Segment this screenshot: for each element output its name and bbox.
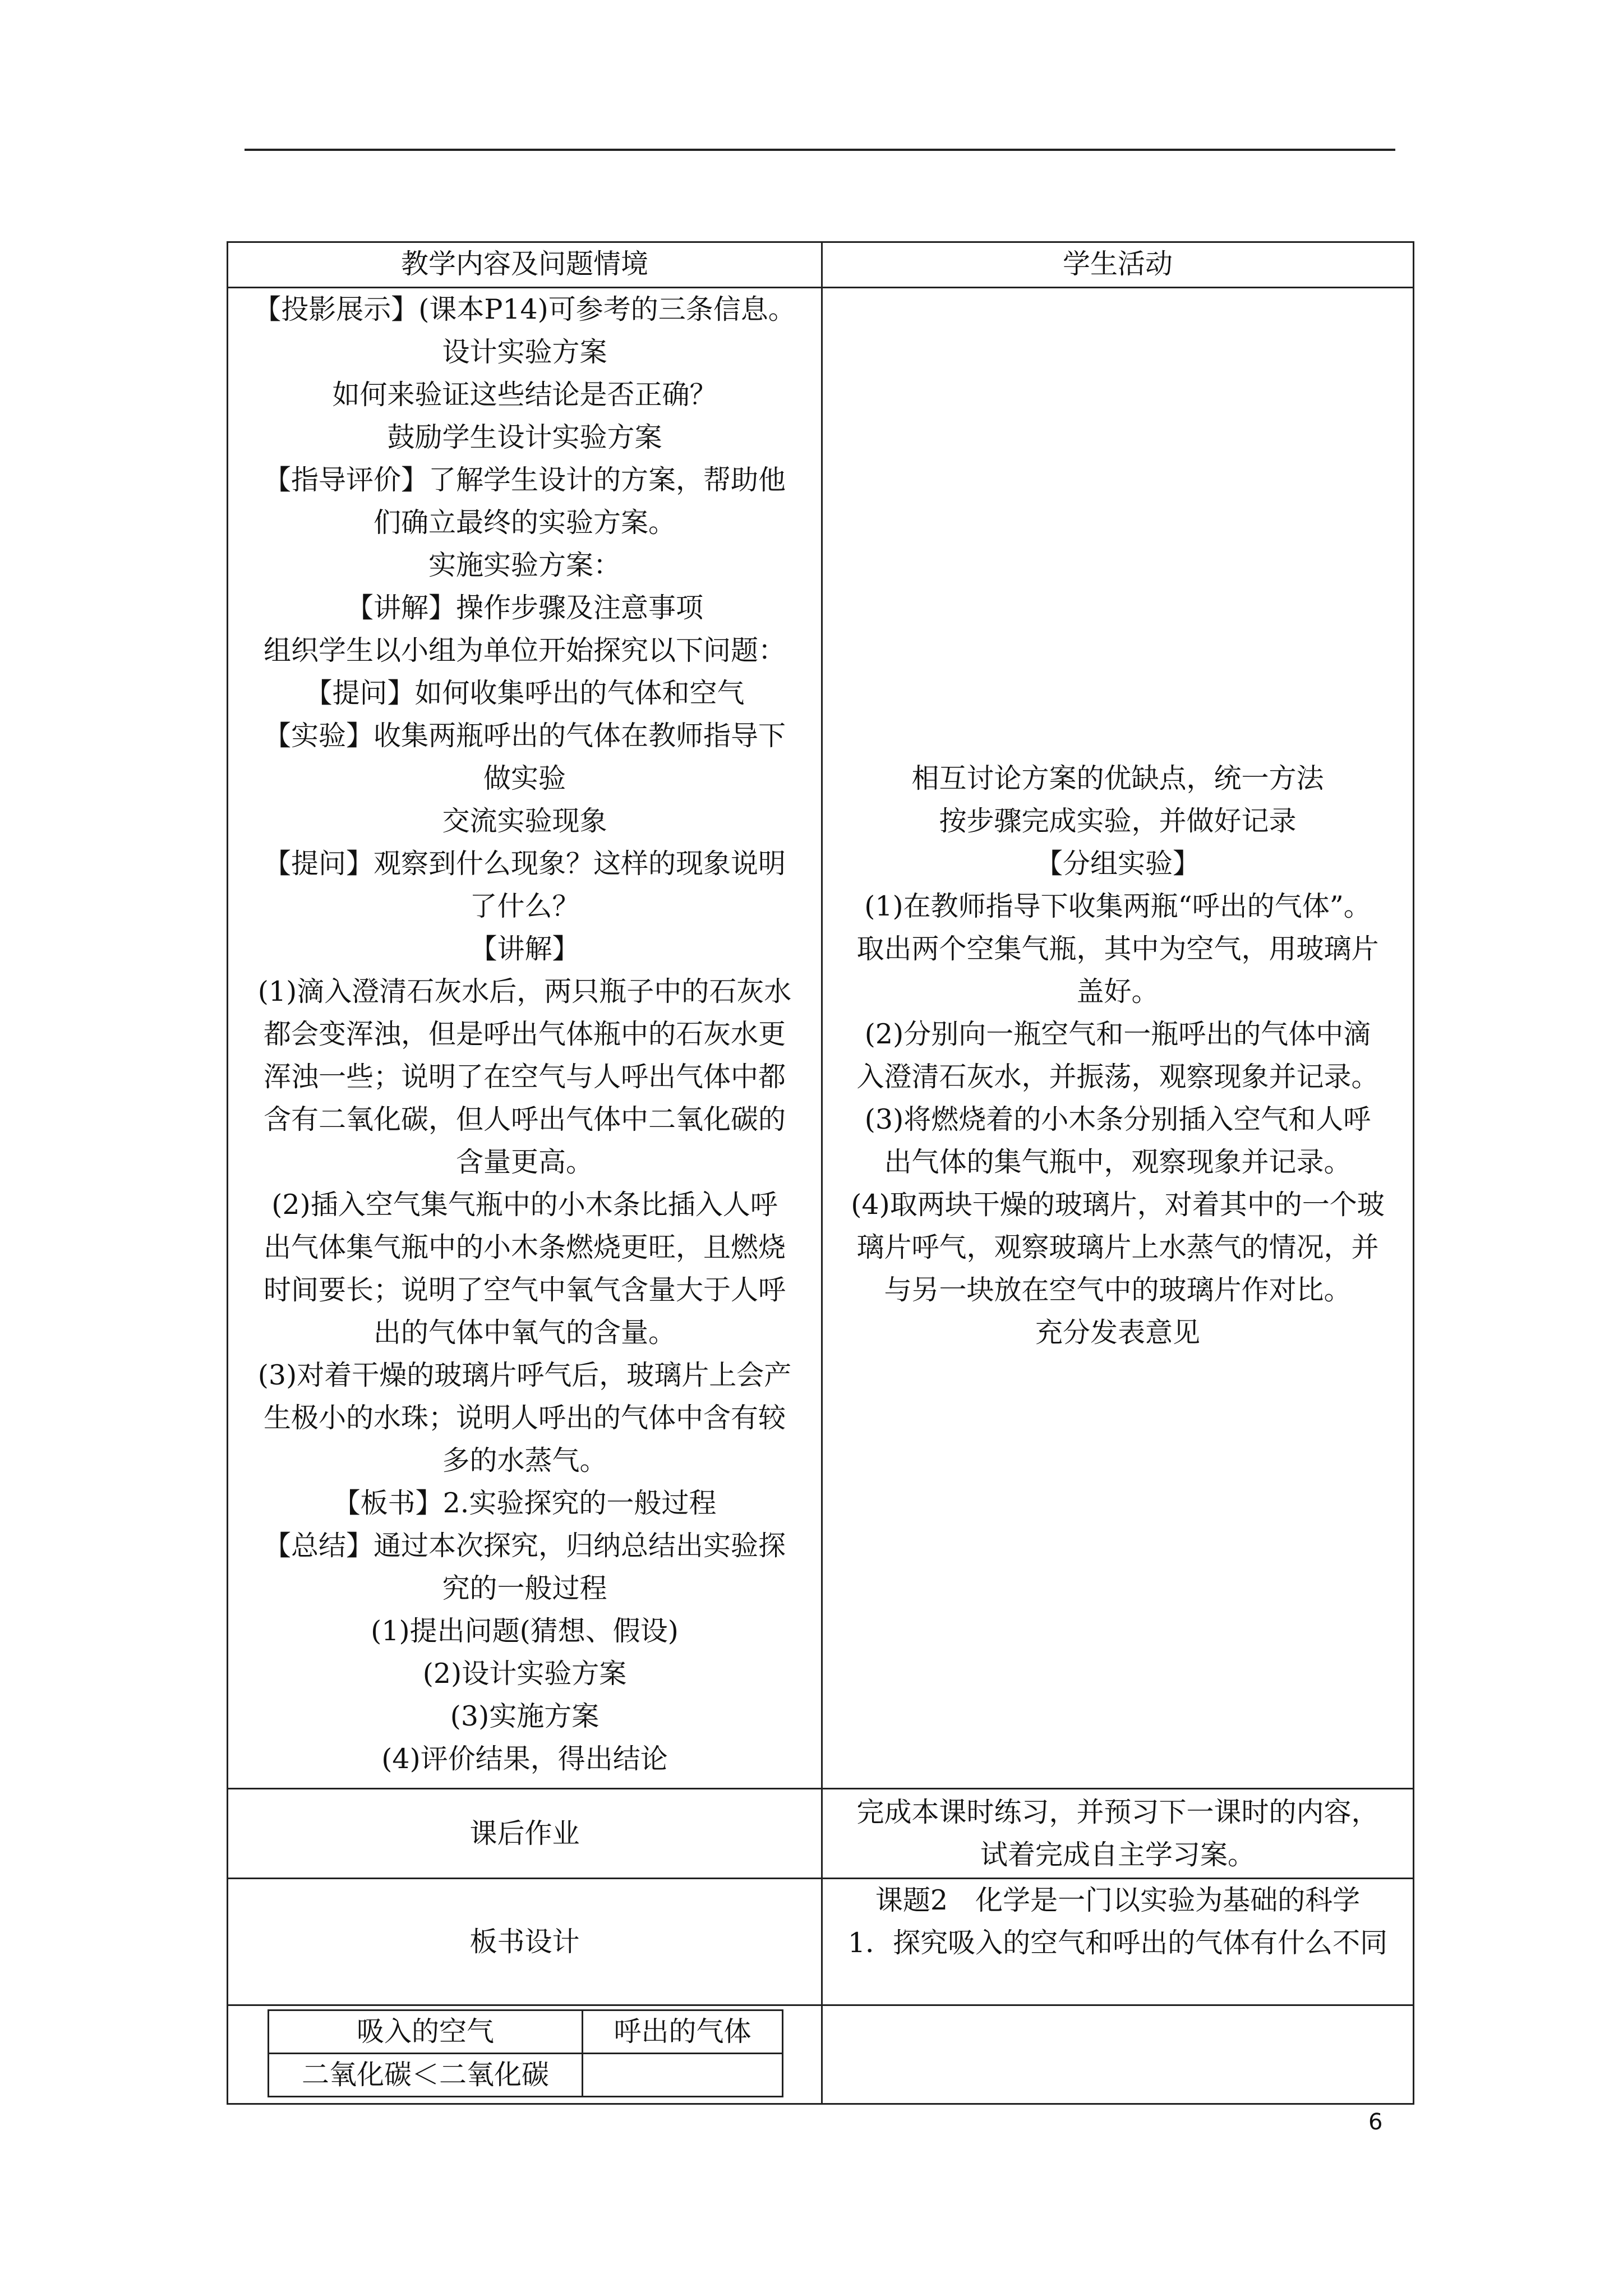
teacher-line: 究的一般过程 — [442, 1572, 607, 1604]
teacher-line: 都会变浑浊，但是呼出气体瓶中的石灰水更 — [263, 1018, 786, 1050]
teacher-line: (3)对着干燥的玻璃片呼气后，玻璃片上会产 — [257, 1359, 792, 1391]
homework-row — [228, 1789, 1414, 1879]
comparison-cell — [228, 2005, 822, 2104]
board-design-content — [822, 1879, 1414, 2005]
teacher-line: 们确立最终的实验方案。 — [373, 507, 676, 539]
header-rule — [245, 149, 1395, 151]
teacher-line: 【讲解】操作步骤及注意事项 — [345, 592, 703, 624]
teacher-line: 含量更高。 — [455, 1146, 593, 1178]
homework-label: 课后作业 — [228, 1789, 822, 1879]
teacher-line: 【投影展示】(课本P14)可参考的三条信息。 — [253, 293, 796, 325]
comparison-cell-empty — [583, 2054, 783, 2097]
teaching-content-cell — [228, 288, 822, 1789]
student-line: (2)分别向一瓶空气和一瓶呼出的气体中滴 — [864, 1018, 1371, 1050]
teacher-line: (2)插入空气集气瓶中的小木条比插入人呼 — [271, 1189, 778, 1221]
header-teaching-content: 教学内容及问题情境 — [228, 242, 822, 288]
teacher-line: 组织学生以小组为单位开始探究以下问题： — [263, 634, 786, 666]
student-line: 璃片呼气，观察玻璃片上水蒸气的情况，并 — [856, 1231, 1379, 1263]
spacer — [833, 288, 1403, 757]
teacher-line: 【提问】观察到什么现象？这样的现象说明 — [263, 848, 786, 880]
student-line: 与另一块放在空气中的玻璃片作对比。 — [884, 1274, 1352, 1306]
teacher-line: 含有二氧化碳，但人呼出气体中二氧化碳的 — [263, 1103, 786, 1135]
main-content-row — [228, 288, 1414, 1789]
teacher-line: 设计实验方案 — [442, 336, 607, 368]
teacher-line: 如何来验证这些结论是否正确？ — [332, 379, 717, 411]
comparison-header-inhaled: 吸入的空气 — [269, 2010, 583, 2054]
teacher-line: 【板书】2.实验探究的一般过程 — [333, 1487, 717, 1519]
lesson-plan-table — [227, 241, 1414, 2105]
student-line: 盖好。 — [1076, 976, 1159, 1007]
comparison-cell-co2: 二氧化碳＜二氧化碳 — [269, 2054, 583, 2097]
teacher-line: 实施实验方案： — [428, 549, 621, 581]
teacher-line: 出的气体中氧气的含量。 — [373, 1317, 676, 1349]
teacher-line: 多的水蒸气。 — [442, 1444, 607, 1476]
student-line: 相互讨论方案的优缺点，统一方法 — [911, 762, 1324, 794]
teacher-line: (4)评价结果，得出结论 — [381, 1743, 668, 1775]
teacher-line: 【总结】通过本次探究，归纳总结出实验探 — [263, 1530, 786, 1562]
teacher-line: 【实验】收集两瓶呼出的气体在教师指导下 — [263, 720, 786, 752]
teacher-line: 【讲解】 — [469, 933, 580, 965]
board-design-label: 板书设计 — [228, 1879, 822, 2005]
board-line: 课题2 化学是一门以实验为基础的科学 — [875, 1884, 1361, 1916]
student-line: 按步骤完成实验，并做好记录 — [939, 805, 1297, 837]
header-student-activity: 学生活动 — [822, 242, 1414, 288]
student-line: (1)在教师指导下收集两瓶“呼出的气体”。 — [864, 890, 1371, 922]
student-line: (4)取两块干燥的玻璃片，对着其中的一个玻 — [851, 1189, 1385, 1221]
student-line: 入澄清石灰水，并振荡，观察现象并记录。 — [856, 1061, 1379, 1093]
teacher-line: 了什么？ — [469, 890, 580, 922]
homework-line: 试着完成自主学习案。 — [980, 1838, 1255, 1871]
student-line: 【分组实验】 — [1035, 848, 1200, 880]
page-number: 6 — [1368, 2109, 1383, 2135]
comparison-row — [228, 2005, 1414, 2104]
comparison-table — [268, 2009, 783, 2097]
teacher-line: (3)实施方案 — [450, 1700, 600, 1732]
student-line: 取出两个空集气瓶，其中为空气，用玻璃片 — [856, 933, 1379, 965]
student-line: 充分发表意见 — [1035, 1317, 1200, 1349]
teacher-line: (1)提出问题(猜想、假设) — [371, 1615, 679, 1647]
teacher-line: 做实验 — [483, 762, 566, 794]
table-header-row — [228, 242, 1414, 288]
teacher-line: 【指导评价】了解学生设计的方案，帮助他 — [263, 464, 786, 496]
comparison-right-empty — [822, 2005, 1414, 2104]
homework-content — [822, 1789, 1414, 1879]
student-line: 出气体的集气瓶中，观察现象并记录。 — [884, 1146, 1352, 1178]
teacher-line: (1)滴入澄清石灰水后，两只瓶子中的石灰水 — [257, 976, 792, 1007]
teacher-line: (2)设计实验方案 — [422, 1658, 627, 1690]
teacher-line: 鼓励学生设计实验方案 — [387, 421, 662, 453]
teacher-line: 时间要长；说明了空气中氧气含量大于人呼 — [263, 1274, 786, 1306]
teacher-line: 【提问】如何收集呼出的气体和空气 — [305, 677, 745, 709]
comparison-header-exhaled: 呼出的气体 — [583, 2010, 783, 2054]
teacher-line: 出气体集气瓶中的小木条燃烧更旺，且燃烧 — [263, 1231, 786, 1263]
teacher-line: 交流实验现象 — [442, 805, 607, 837]
teacher-line: 浑浊一些；说明了在空气与人呼出气体中都 — [263, 1061, 786, 1093]
homework-line: 完成本课时练习，并预习下一课时的内容， — [856, 1796, 1379, 1828]
teacher-line: 生极小的水珠；说明人呼出的气体中含有较 — [263, 1402, 786, 1434]
comparison-data-row — [269, 2054, 783, 2097]
student-line: (3)将燃烧着的小木条分别插入空气和人呼 — [864, 1103, 1371, 1135]
board-line: 1．探究吸入的空气和呼出的气体有什么不同 — [847, 1927, 1388, 1959]
board-design-row — [228, 1879, 1414, 2005]
comparison-header-row — [269, 2010, 783, 2054]
student-activity-cell — [822, 288, 1414, 1789]
